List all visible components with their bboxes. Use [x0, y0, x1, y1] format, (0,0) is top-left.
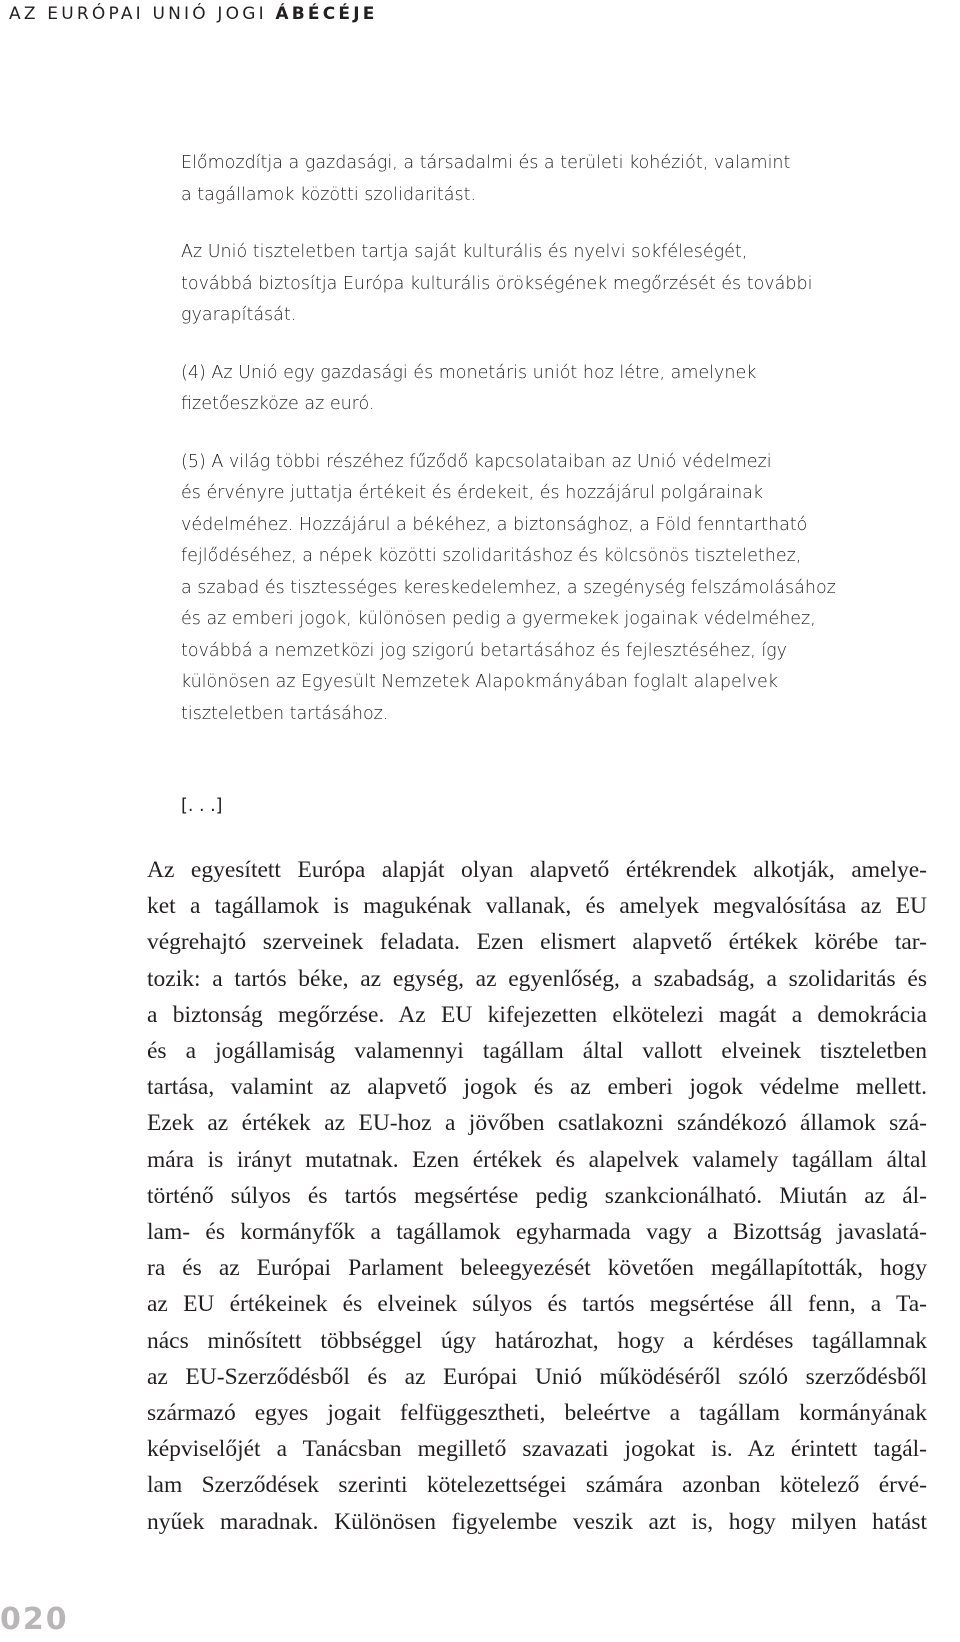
quote-line: fejlődéséhez, a népek közötti szolidaritáshoz és kölcsönös tisztelethez, [181, 546, 802, 566]
paragraph-gap [181, 211, 821, 237]
body-line: és a jogállamiság valamennyi tagállam által vallott elveinek tiszteletben [147, 1038, 927, 1065]
body-paragraph [147, 852, 927, 1540]
body-line: végrehajtó szerveinek feladata. Ezen elismert alapvető értékek körébe tar- [147, 929, 927, 956]
quote-line: (5) A világ többi részéhez fűződő kapcsolataiban az Unió védelmezi [181, 451, 772, 472]
body-line: Az egyesített Európa alapját olyan alapvető értékrendek alkotják, amelye- [147, 857, 927, 883]
body-line: mára is irányt mutatnak. Ezen értékek és alapelvek valamely tagállam által [147, 1146, 927, 1173]
page-number: 020 [0, 1602, 69, 1637]
treaty-quote [181, 148, 836, 730]
body-line: történő súlyos és tartós megsértése pedig szankcionálható. Miután az ál- [147, 1182, 927, 1209]
quote-line: Előmozdítja a gazdasági, a társadalmi és a területi kohéziót, valamint [181, 153, 791, 173]
quote-line: a szabad és tisztességes kereskedelemhez, a szegénység felszámolásához [181, 577, 836, 598]
body-line: a biztonság megőrzése. Az EU kifejezetten elkötelezi magát a demokrácia [147, 1001, 927, 1028]
body-line: nyűek maradnak. Különösen figyelembe veszik azt is, hogy milyen hatást [147, 1508, 927, 1535]
body-line: nács minősített többséggel úgy határozhat, hogy a kérdéses tagállamnak [147, 1327, 927, 1354]
body-line: az EU értékeinek és elveinek súlyos és tartós megsértése áll fenn, a Ta- [147, 1291, 927, 1318]
quote-ellipsis: [. . .] [181, 796, 223, 816]
quote-line: tiszteletben tartásához. [181, 703, 389, 724]
body-line: Ezek az értékek az EU-hoz a jövőben csatlakozni szándékozó államok szá- [147, 1110, 927, 1137]
body-line: képviselőjét a Tanácsban megillető szavazati jogokat is. Az érintett tagál- [147, 1436, 927, 1463]
body-line: az EU-Szerződésből és az Európai Unió működéséről szóló szerződésből [147, 1363, 927, 1390]
quote-line: a tagállamok közötti szolidaritást. [181, 184, 477, 205]
quote-line: és érvényre juttatja értékeit és érdekeit, és hozzájárul polgárainak [181, 483, 764, 503]
running-header [9, 2, 378, 26]
body-line: származó egyes jogait felfüggesztheti, beleértve a tagállam kormányának [147, 1400, 927, 1427]
quote-line: különösen az Egyesült Nemzetek Alapokmányában foglalt alapelvek [181, 672, 778, 692]
header-title-bold: ÁBÉCÉJE [275, 4, 378, 24]
body-line: tartása, valamint az alapvető jogok és az emberi jogok védelme mellett. [147, 1074, 927, 1101]
body-line: lam Szerződések szerinti kötelezettségei számára azonban kötelező érvé- [147, 1472, 927, 1499]
quote-line: továbbá a nemzetközi jog szigorú betartásához és fejlesztéséhez, így [181, 640, 788, 661]
quote-line: gyarapítását. [181, 305, 297, 325]
body-line: lam- és kormányfők a tagállamok egyharmada vagy a Bizottság javaslatá- [147, 1219, 927, 1246]
body-line: ra és az Európai Parlament beleegyezését követően megállapították, hogy [147, 1255, 927, 1282]
quote-line: és az emberi jogok, különösen pedig a gyermekek jogainak védelméhez, [181, 609, 816, 629]
body-line: ket a tagállamok is magukénak vallanak, és amelyek megvalósítása az EU [147, 893, 927, 920]
quote-line: fizetőeszköze az euró. [181, 394, 375, 414]
paragraph-gap [181, 332, 821, 358]
header-title-regular: AZ EURÓPAI UNIÓ JOGI [9, 4, 276, 24]
quote-line: védelméhez. Hozzájárul a békéhez, a biztonsághoz, a Föld fenntartható [181, 514, 808, 535]
quote-line: (4) Az Unió egy gazdasági és monetáris uniót hoz létre, amelynek [181, 362, 757, 383]
quote-line: továbbá biztosítja Európa kulturális örökségének megőrzését és további [181, 273, 813, 294]
paragraph-gap [181, 421, 821, 447]
quote-line: Az Unió tiszteletben tartja saját kulturális és nyelvi sokféleségét, [181, 242, 748, 262]
body-line: tozik: a tartós béke, az egység, az egyenlőség, a szabadság, a szolidaritás és [147, 965, 927, 992]
